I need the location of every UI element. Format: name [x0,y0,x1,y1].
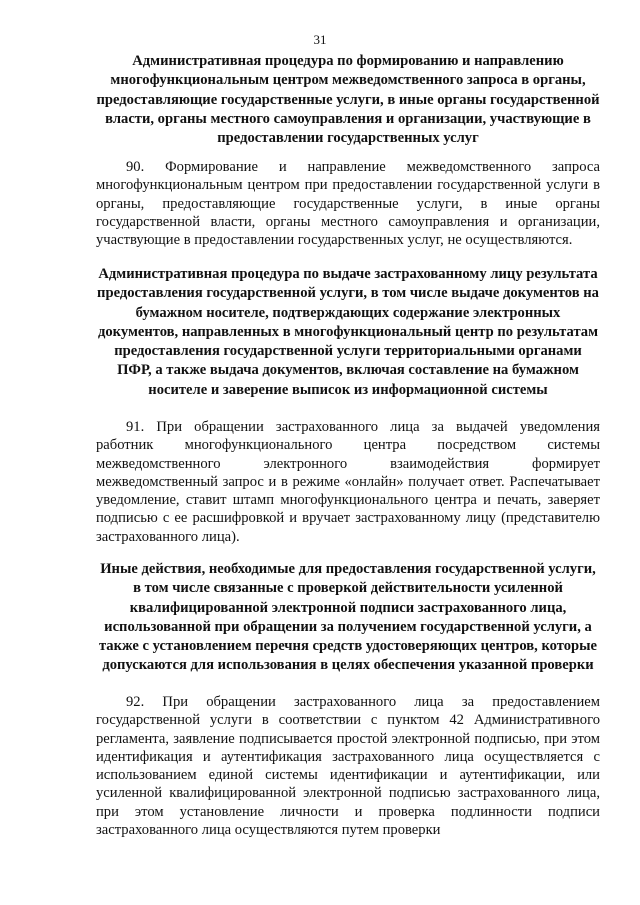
section-heading-mfc-request: Административная процедура по формированию и направлению многофункциональным центром межведомственного запроса в органы, предоставляющие государственные услуги, в иные органы государственной власти, органы местного самоуправления и организации, участвующие в предоставлении государственных услуг [96,53,600,147]
section-heading-signature-verification: Иные действия, необходимые для предоставления государственной услуги, в том числе связанные с проверкой действительности усиленной квалифицированной электронной подписи застрахованного лица, использованной при обращении за получением государственной услуги, а также с установлением перечня средств удостоверяющих центров, которые допускаются для использования в целях обеспечения указанной проверки [98,561,598,674]
paragraph-92: 92. При обращении застрахованного лица за предоставлением государственной услуги в соответствии с пунктом 42 Административного регламента, заявление подписывается простой электронной подписью, при этом идентификация и аутентификация застрахованного лица осуществляется с использованием единой системы идентификации и аутентификации, или усиленной квалифицированной электронной подписью застрахованного лица, при этом установление личности и проверка подлинности подписи застрахованного лица осуществляются путем проверки [96,694,600,839]
page-number: 31 [313,32,327,47]
paragraph-90: 90. Формирование и направление межведомственного запроса многофункциональным центром при предоставлении государственной услуги в органы, предоставляющие государственные услуги, в иные органы государственной власти, органы местного самоуправления и организации, участвующие в предоставлении государственных услуг, не осуществляются. [96,159,600,249]
paragraph-91: 91. При обращении застрахованного лица за выдачей уведомления работник многофункционального центра посредством системы межведомственного электронного взаимодействия формирует межведомственный запрос и в режиме «онлайн» получает ответ. Распечатывает уведомление, ставит штамп многофункционального центра и печать, заверяет подписью с ее расшифровкой и вручает застрахованному лицу (представителю застрахованного лица). [96,419,600,545]
section-heading-result-issuance: Административная процедура по выдаче застрахованному лицу результата предоставления государственной услуги, в том числе выдаче документов на бумажном носителе, подтверждающих содержание электронных документов, направленных в многофункциональный центр по результатам предоставления государственной услуги территориальными органами ПФР, а также выдача документов, включая составление на бумажном носителе и заверение выписок из информационной системы [97,266,599,398]
